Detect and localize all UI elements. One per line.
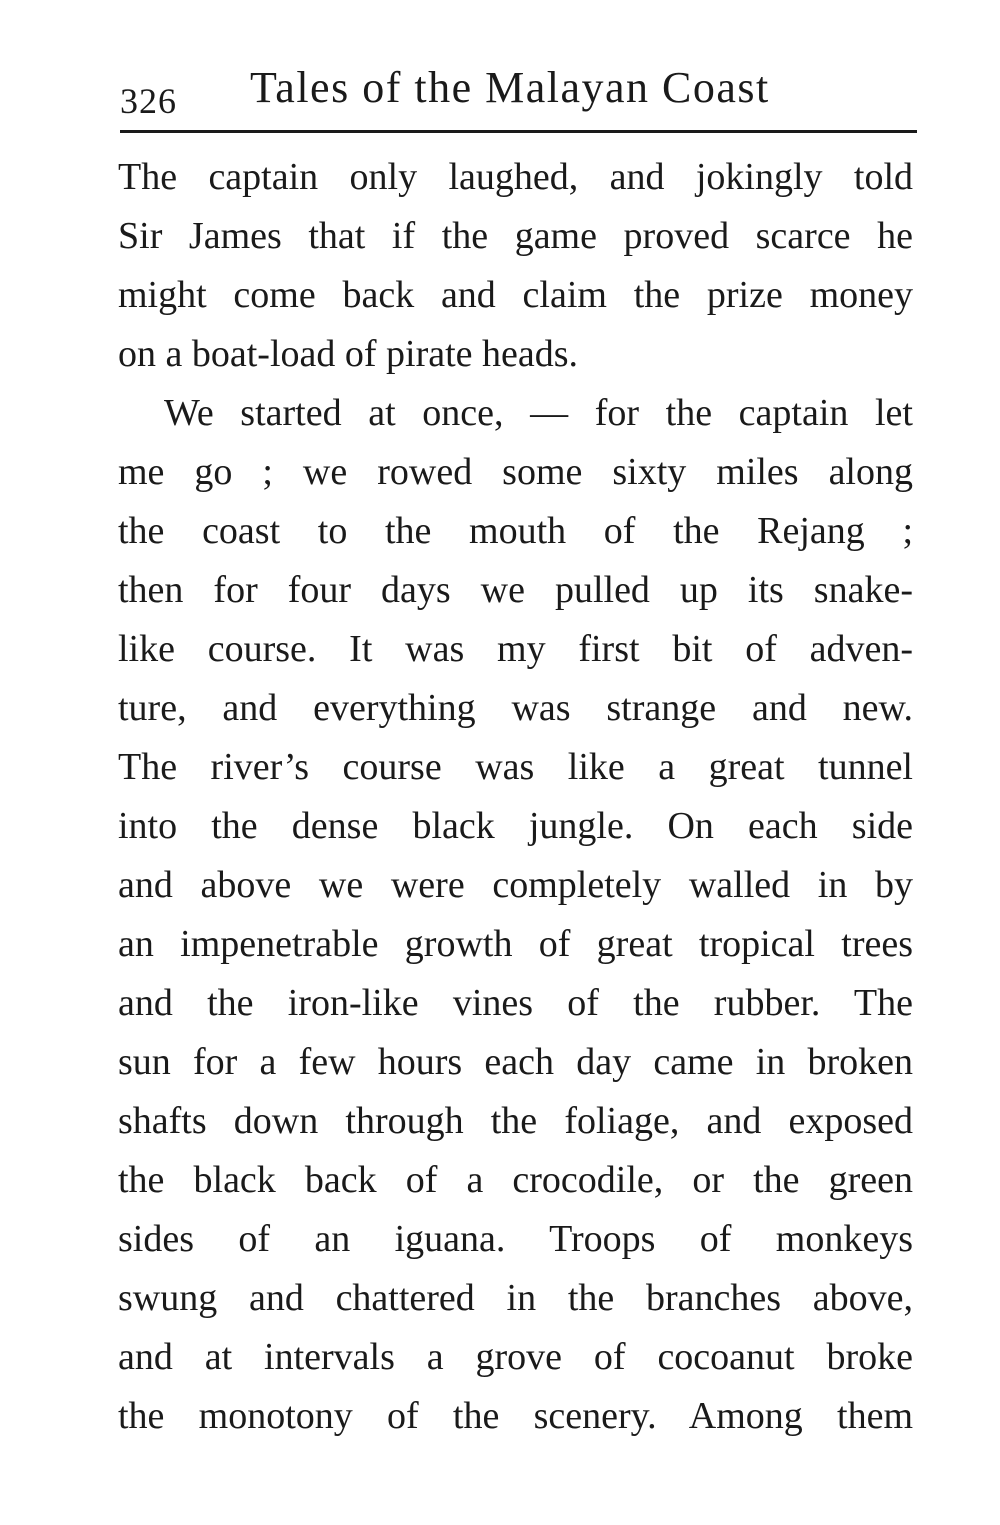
text-line: then for four days we pulled up its snake- <box>118 569 913 611</box>
text-line: like course. It was my first bit of adven- <box>118 628 913 670</box>
text-line: Sir James that if the game proved scarce he <box>118 215 913 257</box>
text-line: might come back and claim the prize money <box>118 274 913 316</box>
text-line: and above we were completely walled in by <box>118 864 913 906</box>
text-line: sides of an iguana. Troops of monkeys <box>118 1218 913 1260</box>
running-head <box>120 62 920 122</box>
text-line: and at intervals a grove of cocoanut broke <box>118 1336 913 1378</box>
text-line: swung and chattered in the branches above, <box>118 1277 913 1319</box>
running-title: Tales of the Malayan Coast <box>250 63 770 112</box>
page-number: 326 <box>120 81 177 121</box>
text-line: ture, and everything was strange and new. <box>118 687 913 729</box>
header-rule <box>120 130 917 133</box>
text-line: The captain only laughed, and jokingly told <box>118 156 913 198</box>
text-line: sun for a few hours each day came in broken <box>118 1041 913 1083</box>
text-line: The river’s course was like a great tunnel <box>118 746 913 788</box>
text-line: and the iron-like vines of the rubber. The <box>118 982 913 1024</box>
text-line: the monotony of the scenery. Among them <box>118 1395 913 1437</box>
text-line: on a boat-load of pirate heads. <box>118 333 579 375</box>
text-line: me go ; we rowed some sixty miles along <box>118 451 913 493</box>
body-text <box>118 148 913 1446</box>
text-line: into the dense black jungle. On each side <box>118 805 913 847</box>
text-line: an impenetrable growth of great tropical trees <box>118 923 913 965</box>
text-line: shafts down through the foliage, and exposed <box>118 1100 913 1142</box>
text-line: the coast to the mouth of the Rejang ; <box>118 510 913 552</box>
text-line: We started at once, — for the captain let <box>164 392 913 434</box>
text-line: the black back of a crocodile, or the green <box>118 1159 913 1201</box>
